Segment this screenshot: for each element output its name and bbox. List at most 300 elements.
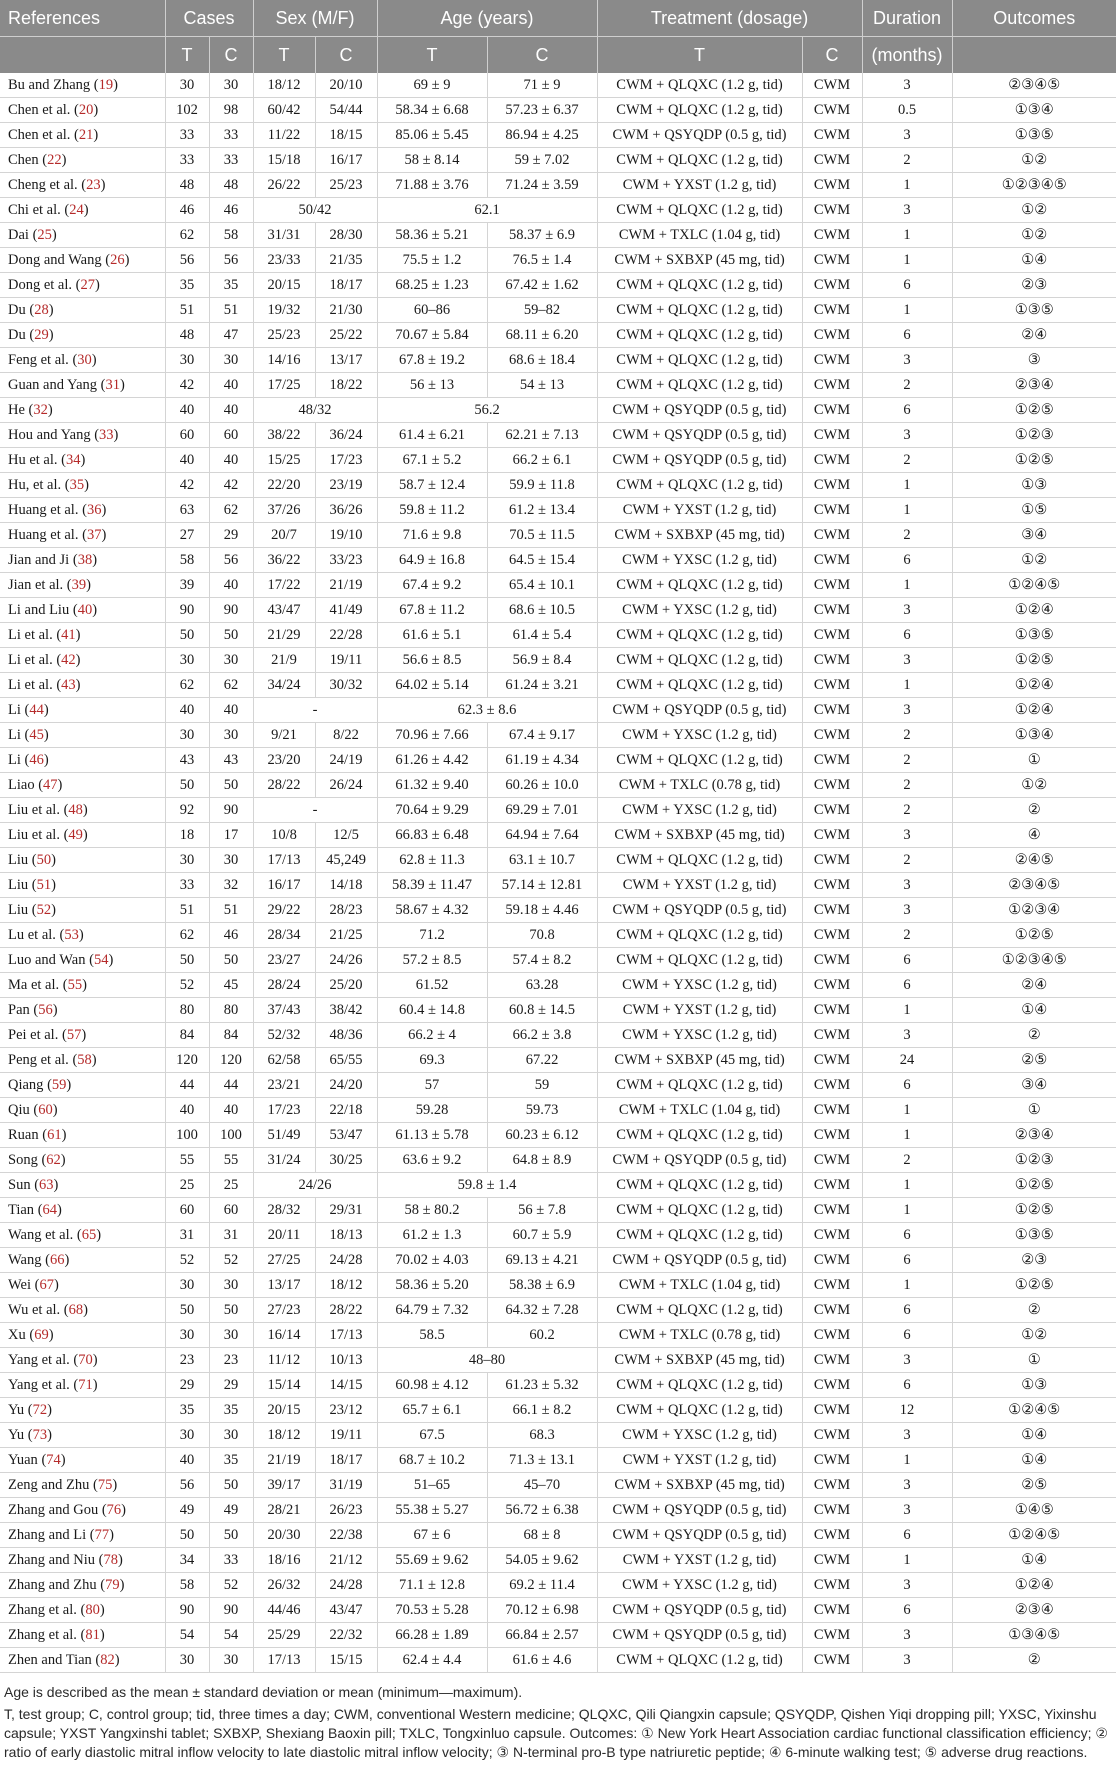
sex-t-cell: 28/22 (253, 773, 315, 798)
reference-name: Hu et al. (8, 452, 58, 468)
reference-cell: Li et al. (41) (0, 623, 165, 648)
treatment-t-cell: CWM + QSYQDP (0.5 g, tid) (597, 1148, 802, 1173)
citation-link[interactable]: 81 (85, 1627, 100, 1643)
table-row (0, 748, 1116, 773)
duration-cell: 3 (862, 423, 952, 448)
age-t-cell: 58 ± 80.2 (377, 1198, 487, 1223)
sex-t-cell: 20/15 (253, 1398, 315, 1423)
sex-t-cell: 20/30 (253, 1523, 315, 1548)
sex-t-cell: 23/20 (253, 748, 315, 773)
treatment-c-cell: CWM (802, 798, 862, 823)
outcomes-cell: ②④ (952, 323, 1116, 348)
cases-t-cell: 33 (165, 123, 209, 148)
sex-c-cell: 38/42 (315, 998, 377, 1023)
cases-c-cell: 30 (209, 1273, 253, 1298)
treatment-t-cell: CWM + QSYQDP (0.5 g, tid) (597, 448, 802, 473)
cases-t-cell: 50 (165, 773, 209, 798)
treatment-t-cell: CWM + YXST (1.2 g, tid) (597, 998, 802, 1023)
age-c-cell: 58.37 ± 6.9 (487, 223, 597, 248)
duration-cell: 1 (862, 998, 952, 1023)
citation-link[interactable]: 82 (100, 1652, 115, 1668)
sex-c-cell: 21/30 (315, 298, 377, 323)
outcomes-cell: ①②③④ (952, 898, 1116, 923)
age-t-cell: 55.69 ± 9.62 (377, 1548, 487, 1573)
reference-name: Pei et al. (8, 1027, 59, 1043)
cases-c-cell: 40 (209, 373, 253, 398)
cases-t-cell: 58 (165, 1573, 209, 1598)
cases-t-cell: 42 (165, 473, 209, 498)
treatment-c-cell: CWM (802, 1598, 862, 1623)
outcomes-cell: ③④ (952, 1073, 1116, 1098)
citation-link[interactable]: 32 (33, 402, 48, 418)
duration-cell: 3 (862, 1348, 952, 1373)
cases-t-cell: 29 (165, 1373, 209, 1398)
citation-link[interactable]: 36 (86, 502, 102, 518)
outcomes-cell: ①② (952, 148, 1116, 173)
cases-t-cell: 62 (165, 923, 209, 948)
duration-cell: 3 (862, 73, 952, 98)
citation-link[interactable]: 27 (80, 277, 95, 293)
citation-link[interactable]: 60 (38, 1102, 53, 1118)
citation-link[interactable]: 77 (94, 1527, 110, 1543)
duration-cell: 1 (862, 1273, 952, 1298)
sex-t-cell: 52/32 (253, 1023, 315, 1048)
treatment-t-cell: CWM + QLQXC (1.2 g, tid) (597, 198, 802, 223)
age-c-cell: 66.2 ± 3.8 (487, 1023, 597, 1048)
cases-c-cell: 40 (209, 573, 253, 598)
treatment-c-cell: CWM (802, 98, 862, 123)
sex-c-cell: 36/24 (315, 423, 377, 448)
reference-name: Zhang and Niu (8, 1552, 95, 1568)
reference-cell: Feng et al. (30) (0, 348, 165, 373)
cases-c-cell: 46 (209, 198, 253, 223)
citation-link[interactable]: 31 (105, 377, 120, 393)
sex-c-cell: 25/23 (315, 173, 377, 198)
cases-t-cell: 50 (165, 623, 209, 648)
cases-c-cell: 30 (209, 73, 253, 98)
age-c-cell: 68.6 ± 10.5 (487, 598, 597, 623)
age-t-cell: 70.64 ± 9.29 (377, 798, 487, 823)
cases-c-cell: 35 (209, 1448, 253, 1473)
reference-name: Du (8, 302, 26, 318)
cases-c-cell: 50 (209, 1298, 253, 1323)
sex-c-cell: 22/18 (315, 1098, 377, 1123)
outcomes-cell: ② (952, 1298, 1116, 1323)
duration-cell: 3 (862, 898, 952, 923)
reference-name: Li (8, 752, 21, 768)
sex-t-cell: 23/21 (253, 1073, 315, 1098)
duration-cell: 3 (862, 1423, 952, 1448)
citation-link[interactable]: 43 (61, 677, 76, 693)
citation-link[interactable]: 55 (67, 977, 83, 993)
citation-link[interactable]: 48 (68, 802, 83, 818)
header-cases: Cases (165, 0, 253, 37)
cases-c-cell: 30 (209, 348, 253, 373)
duration-cell: 1 (862, 498, 952, 523)
treatment-c-cell: CWM (802, 648, 862, 673)
citation-link[interactable]: 62 (46, 1152, 61, 1168)
table-row (0, 798, 1116, 823)
citation-link[interactable]: 74 (46, 1452, 61, 1468)
sex-t-cell: 28/24 (253, 973, 315, 998)
age-merged-cell: 62.3 ± 8.6 (377, 698, 597, 723)
age-t-cell: 56 ± 13 (377, 373, 487, 398)
cases-t-cell: 18 (165, 823, 209, 848)
treatment-t-cell: CWM + YXST (1.2 g, tid) (597, 1548, 802, 1573)
sex-c-cell: 14/18 (315, 873, 377, 898)
citation-link[interactable]: 22 (47, 152, 62, 168)
table-row (0, 1473, 1116, 1498)
reference-cell: Hu, et al. (35) (0, 473, 165, 498)
table-row (0, 423, 1116, 448)
citation-link[interactable]: 56 (38, 1002, 53, 1018)
treatment-c-cell: CWM (802, 573, 862, 598)
treatment-t-cell: CWM + QSYQDP (0.5 g, tid) (597, 398, 802, 423)
citation-link[interactable]: 59 (51, 1077, 67, 1093)
table-row (0, 548, 1116, 573)
cases-t-cell: 60 (165, 423, 209, 448)
treatment-c-cell: CWM (802, 1173, 862, 1198)
citation-link[interactable]: 29 (34, 327, 49, 343)
reference-cell: Yu (72) (0, 1398, 165, 1423)
treatment-c-cell: CWM (802, 123, 862, 148)
cases-c-cell: 50 (209, 948, 253, 973)
duration-cell: 3 (862, 823, 952, 848)
citation-link[interactable]: 37 (86, 527, 102, 543)
table-row (0, 348, 1116, 373)
citation-link[interactable]: 46 (29, 752, 44, 768)
citation-link[interactable]: 41 (61, 627, 76, 643)
citation-link[interactable]: 63 (39, 1177, 54, 1193)
citation-link[interactable]: 52 (36, 902, 52, 918)
outcomes-cell: ②④⑤ (952, 848, 1116, 873)
citation-link[interactable]: 26 (110, 252, 125, 268)
sex-t-cell: 11/12 (253, 1348, 315, 1373)
age-c-cell: 60.26 ± 10.0 (487, 773, 597, 798)
sex-t-cell: 23/27 (253, 948, 315, 973)
citation-link[interactable]: 61 (47, 1127, 62, 1143)
cases-c-cell: 50 (209, 1473, 253, 1498)
citation-link[interactable]: 71 (78, 1377, 93, 1393)
outcomes-cell: ②③④ (952, 1123, 1116, 1148)
sex-c-cell: 31/19 (315, 1473, 377, 1498)
outcomes-cell: ②③ (952, 273, 1116, 298)
reference-cell: Liao (47) (0, 773, 165, 798)
cases-t-cell: 48 (165, 173, 209, 198)
sex-c-cell: 36/26 (315, 498, 377, 523)
citation-link[interactable]: 75 (97, 1477, 113, 1493)
citation-link[interactable]: 35 (69, 477, 85, 493)
treatment-t-cell: CWM + YXSC (1.2 g, tid) (597, 598, 802, 623)
sex-t-cell: 25/29 (253, 1623, 315, 1648)
citation-link[interactable]: 19 (98, 77, 114, 93)
treatment-t-cell: CWM + QLQXC (1.2 g, tid) (597, 148, 802, 173)
age-t-cell: 70.02 ± 4.03 (377, 1248, 487, 1273)
age-t-cell: 58 ± 8.14 (377, 148, 487, 173)
treatment-c-cell: CWM (802, 73, 862, 98)
outcomes-cell: ①④ (952, 1423, 1116, 1448)
treatment-t-cell: CWM + QLQXC (1.2 g, tid) (597, 573, 802, 598)
sex-c-cell: 21/25 (315, 923, 377, 948)
reference-name: Ma et al. (8, 977, 60, 993)
age-c-cell: 56.72 ± 6.38 (487, 1498, 597, 1523)
treatment-t-cell: CWM + YXSC (1.2 g, tid) (597, 973, 802, 998)
outcomes-cell: ①②⑤ (952, 398, 1116, 423)
treatment-c-cell: CWM (802, 348, 862, 373)
treatment-t-cell: CWM + QLQXC (1.2 g, tid) (597, 1173, 802, 1198)
outcomes-cell: ① (952, 1348, 1116, 1373)
citation-link[interactable]: 70 (78, 1352, 93, 1368)
reference-name: Zhang and Zhu (8, 1577, 97, 1593)
treatment-c-cell: CWM (802, 1548, 862, 1573)
reference-name: Peng et al. (8, 1052, 69, 1068)
citation-link[interactable]: 50 (36, 852, 52, 868)
reference-name: Li et al. (8, 652, 53, 668)
sex-t-cell: 19/32 (253, 298, 315, 323)
citation-link[interactable]: 51 (36, 877, 52, 893)
sex-t-cell: 28/34 (253, 923, 315, 948)
reference-cell: Wu et al. (68) (0, 1298, 165, 1323)
treatment-c-cell: CWM (802, 948, 862, 973)
table-row (0, 673, 1116, 698)
citation-link[interactable]: 39 (71, 577, 87, 593)
citation-link[interactable]: 40 (77, 602, 93, 618)
cases-t-cell: 30 (165, 1423, 209, 1448)
treatment-c-cell: CWM (802, 1473, 862, 1498)
citation-link[interactable]: 64 (42, 1202, 58, 1218)
table-row (0, 273, 1116, 298)
treatment-c-cell: CWM (802, 973, 862, 998)
citation-link[interactable]: 49 (68, 827, 83, 843)
sex-c-cell: 24/19 (315, 748, 377, 773)
outcomes-cell: ①④ (952, 998, 1116, 1023)
treatment-c-cell: CWM (802, 1498, 862, 1523)
duration-cell: 3 (862, 1623, 952, 1648)
cases-c-cell: 42 (209, 473, 253, 498)
outcomes-cell: ①② (952, 548, 1116, 573)
table-row (0, 1173, 1116, 1198)
citation-link[interactable]: 69 (34, 1327, 49, 1343)
outcomes-cell: ④ (952, 823, 1116, 848)
table-row (0, 848, 1116, 873)
age-t-cell: 67.8 ± 11.2 (377, 598, 487, 623)
citation-link[interactable]: 54 (93, 952, 109, 968)
sex-c-cell: 26/24 (315, 773, 377, 798)
citation-link[interactable]: 67 (39, 1277, 54, 1293)
outcomes-cell: ①③ (952, 473, 1116, 498)
treatment-t-cell: CWM + YXSC (1.2 g, tid) (597, 798, 802, 823)
citation-link[interactable]: 65 (81, 1227, 97, 1243)
outcomes-cell: ②③④ (952, 1598, 1116, 1623)
outcomes-cell: ①③④ (952, 723, 1116, 748)
sex-c-cell: 43/47 (315, 1598, 377, 1623)
sex-t-cell: 39/17 (253, 1473, 315, 1498)
treatment-t-cell: CWM + YXST (1.2 g, tid) (597, 873, 802, 898)
reference-cell: Qiu (60) (0, 1098, 165, 1123)
duration-cell: 2 (862, 723, 952, 748)
cases-c-cell: 60 (209, 423, 253, 448)
cases-t-cell: 40 (165, 1448, 209, 1473)
sex-t-cell: 60/42 (253, 98, 315, 123)
citation-link[interactable]: 57 (66, 1027, 82, 1043)
treatment-t-cell: CWM + SXBXP (45 mg, tid) (597, 1473, 802, 1498)
reference-cell: Huang et al. (36) (0, 498, 165, 523)
age-c-cell: 71 ± 9 (487, 73, 597, 98)
citation-link[interactable]: 28 (34, 302, 49, 318)
sex-t-cell: 23/33 (253, 248, 315, 273)
sex-c-cell: 18/17 (315, 1448, 377, 1473)
reference-name: Yu (8, 1427, 25, 1443)
citation-link[interactable]: 78 (103, 1552, 118, 1568)
citation-link[interactable]: 58 (77, 1052, 92, 1068)
citation-link[interactable]: 79 (105, 1577, 120, 1593)
cases-c-cell: 29 (209, 523, 253, 548)
sex-t-cell: 15/14 (253, 1373, 315, 1398)
citation-link[interactable]: 73 (32, 1427, 48, 1443)
reference-cell: Chen et al. (21) (0, 123, 165, 148)
table-row (0, 523, 1116, 548)
cases-c-cell: 32 (209, 873, 253, 898)
citation-link[interactable]: 66 (49, 1252, 65, 1268)
citation-link[interactable]: 21 (78, 127, 94, 143)
duration-cell: 0.5 (862, 98, 952, 123)
reference-name: Zeng and Zhu (8, 1477, 90, 1493)
age-c-cell: 70.5 ± 11.5 (487, 523, 597, 548)
age-t-cell: 85.06 ± 5.45 (377, 123, 487, 148)
treatment-c-cell: CWM (802, 273, 862, 298)
age-c-cell: 59 (487, 1073, 597, 1098)
citation-link[interactable]: 45 (29, 727, 44, 743)
reference-cell: Cheng et al. (23) (0, 173, 165, 198)
sex-c-cell: 30/32 (315, 673, 377, 698)
age-t-cell: 58.36 ± 5.21 (377, 223, 487, 248)
reference-name: Yu (8, 1402, 25, 1418)
duration-cell: 6 (862, 273, 952, 298)
age-t-cell: 63.6 ± 9.2 (377, 1148, 487, 1173)
citation-link[interactable]: 47 (43, 777, 58, 793)
duration-cell: 6 (862, 1298, 952, 1323)
citation-link[interactable]: 25 (37, 227, 52, 243)
age-t-cell: 60.98 ± 4.12 (377, 1373, 487, 1398)
treatment-t-cell: CWM + QSYQDP (0.5 g, tid) (597, 1598, 802, 1623)
citation-link[interactable]: 34 (66, 452, 81, 468)
age-t-cell: 67.5 (377, 1423, 487, 1448)
citation-link[interactable]: 68 (68, 1302, 84, 1318)
table-row (0, 1498, 1116, 1523)
reference-cell: Zhang and Gou (76) (0, 1498, 165, 1523)
citation-link[interactable]: 80 (85, 1602, 100, 1618)
cases-t-cell: 58 (165, 548, 209, 573)
cases-c-cell: 62 (209, 673, 253, 698)
reference-cell: Wei (67) (0, 1273, 165, 1298)
citation-link[interactable]: 23 (86, 177, 101, 193)
citation-link[interactable]: 30 (77, 352, 92, 368)
reference-name: Tian (8, 1202, 35, 1218)
age-c-cell: 66.84 ± 2.57 (487, 1623, 597, 1648)
age-c-cell: 59–82 (487, 298, 597, 323)
cases-t-cell: 30 (165, 348, 209, 373)
reference-cell: Ma et al. (55) (0, 973, 165, 998)
outcomes-cell: ①③④ (952, 98, 1116, 123)
treatment-t-cell: CWM + SXBXP (45 mg, tid) (597, 523, 802, 548)
age-t-cell: 67.4 ± 9.2 (377, 573, 487, 598)
age-t-cell: 64.02 ± 5.14 (377, 673, 487, 698)
cases-c-cell: 56 (209, 548, 253, 573)
duration-cell: 1 (862, 473, 952, 498)
cases-c-cell: 30 (209, 1323, 253, 1348)
sex-t-cell: 16/14 (253, 1323, 315, 1348)
treatment-c-cell: CWM (802, 773, 862, 798)
cases-c-cell: 40 (209, 1098, 253, 1123)
sex-c-cell: 14/15 (315, 1373, 377, 1398)
footnote-age: Age is described as the mean ± standard deviation or mean (minimum—maximum). (4, 1684, 523, 1700)
reference-cell: Dong et al. (27) (0, 273, 165, 298)
age-t-cell: 69.3 (377, 1048, 487, 1073)
duration-cell: 24 (862, 1048, 952, 1073)
sex-t-cell: 22/20 (253, 473, 315, 498)
reference-name: Yang et al. (8, 1352, 70, 1368)
reference-name: Li et al. (8, 627, 53, 643)
reference-name: Cheng et al. (8, 177, 78, 193)
reference-name: Dong and Wang (8, 252, 102, 268)
citation-link[interactable]: 53 (64, 927, 79, 943)
treatment-t-cell: CWM + QLQXC (1.2 g, tid) (597, 1398, 802, 1423)
treatment-t-cell: CWM + QLQXC (1.2 g, tid) (597, 948, 802, 973)
sex-merged-cell: 24/26 (253, 1173, 377, 1198)
reference-name: He (8, 402, 25, 418)
citation-link[interactable]: 38 (77, 552, 93, 568)
cases-t-cell: 40 (165, 698, 209, 723)
cases-c-cell: 90 (209, 1598, 253, 1623)
sex-c-cell: 12/5 (315, 823, 377, 848)
reference-cell: Wang et al. (65) (0, 1223, 165, 1248)
duration-cell: 6 (862, 1248, 952, 1273)
table-row (0, 773, 1116, 798)
treatment-c-cell: CWM (802, 673, 862, 698)
reference-cell: Li et al. (42) (0, 648, 165, 673)
treatment-t-cell: CWM + QLQXC (1.2 g, tid) (597, 98, 802, 123)
outcomes-cell: ①②④⑤ (952, 573, 1116, 598)
citation-link[interactable]: 24 (69, 202, 84, 218)
reference-cell: Zhang and Zhu (79) (0, 1573, 165, 1598)
reference-cell: Hu et al. (34) (0, 448, 165, 473)
citation-link[interactable]: 33 (99, 427, 114, 443)
cases-c-cell: 50 (209, 773, 253, 798)
treatment-t-cell: CWM + QLQXC (1.2 g, tid) (597, 1298, 802, 1323)
cases-c-cell: 50 (209, 623, 253, 648)
outcomes-cell: ①②⑤ (952, 1273, 1116, 1298)
age-c-cell: 54.05 ± 9.62 (487, 1548, 597, 1573)
duration-cell: 2 (862, 848, 952, 873)
duration-cell: 2 (862, 748, 952, 773)
citation-link[interactable]: 44 (29, 702, 44, 718)
outcomes-cell: ①② (952, 223, 1116, 248)
outcomes-cell: ①②④ (952, 598, 1116, 623)
age-c-cell: 66.2 ± 6.1 (487, 448, 597, 473)
citation-link[interactable]: 72 (32, 1402, 48, 1418)
citation-link[interactable]: 76 (106, 1502, 122, 1518)
citation-link[interactable]: 20 (78, 102, 94, 118)
table-row (0, 448, 1116, 473)
citation-link[interactable]: 42 (61, 652, 76, 668)
duration-cell: 6 (862, 323, 952, 348)
treatment-c-cell: CWM (802, 298, 862, 323)
age-t-cell: 61.52 (377, 973, 487, 998)
table-row (0, 1148, 1116, 1173)
outcomes-cell: ①④⑤ (952, 1498, 1116, 1523)
treatment-t-cell: CWM + YXSC (1.2 g, tid) (597, 1573, 802, 1598)
sex-t-cell: 10/8 (253, 823, 315, 848)
